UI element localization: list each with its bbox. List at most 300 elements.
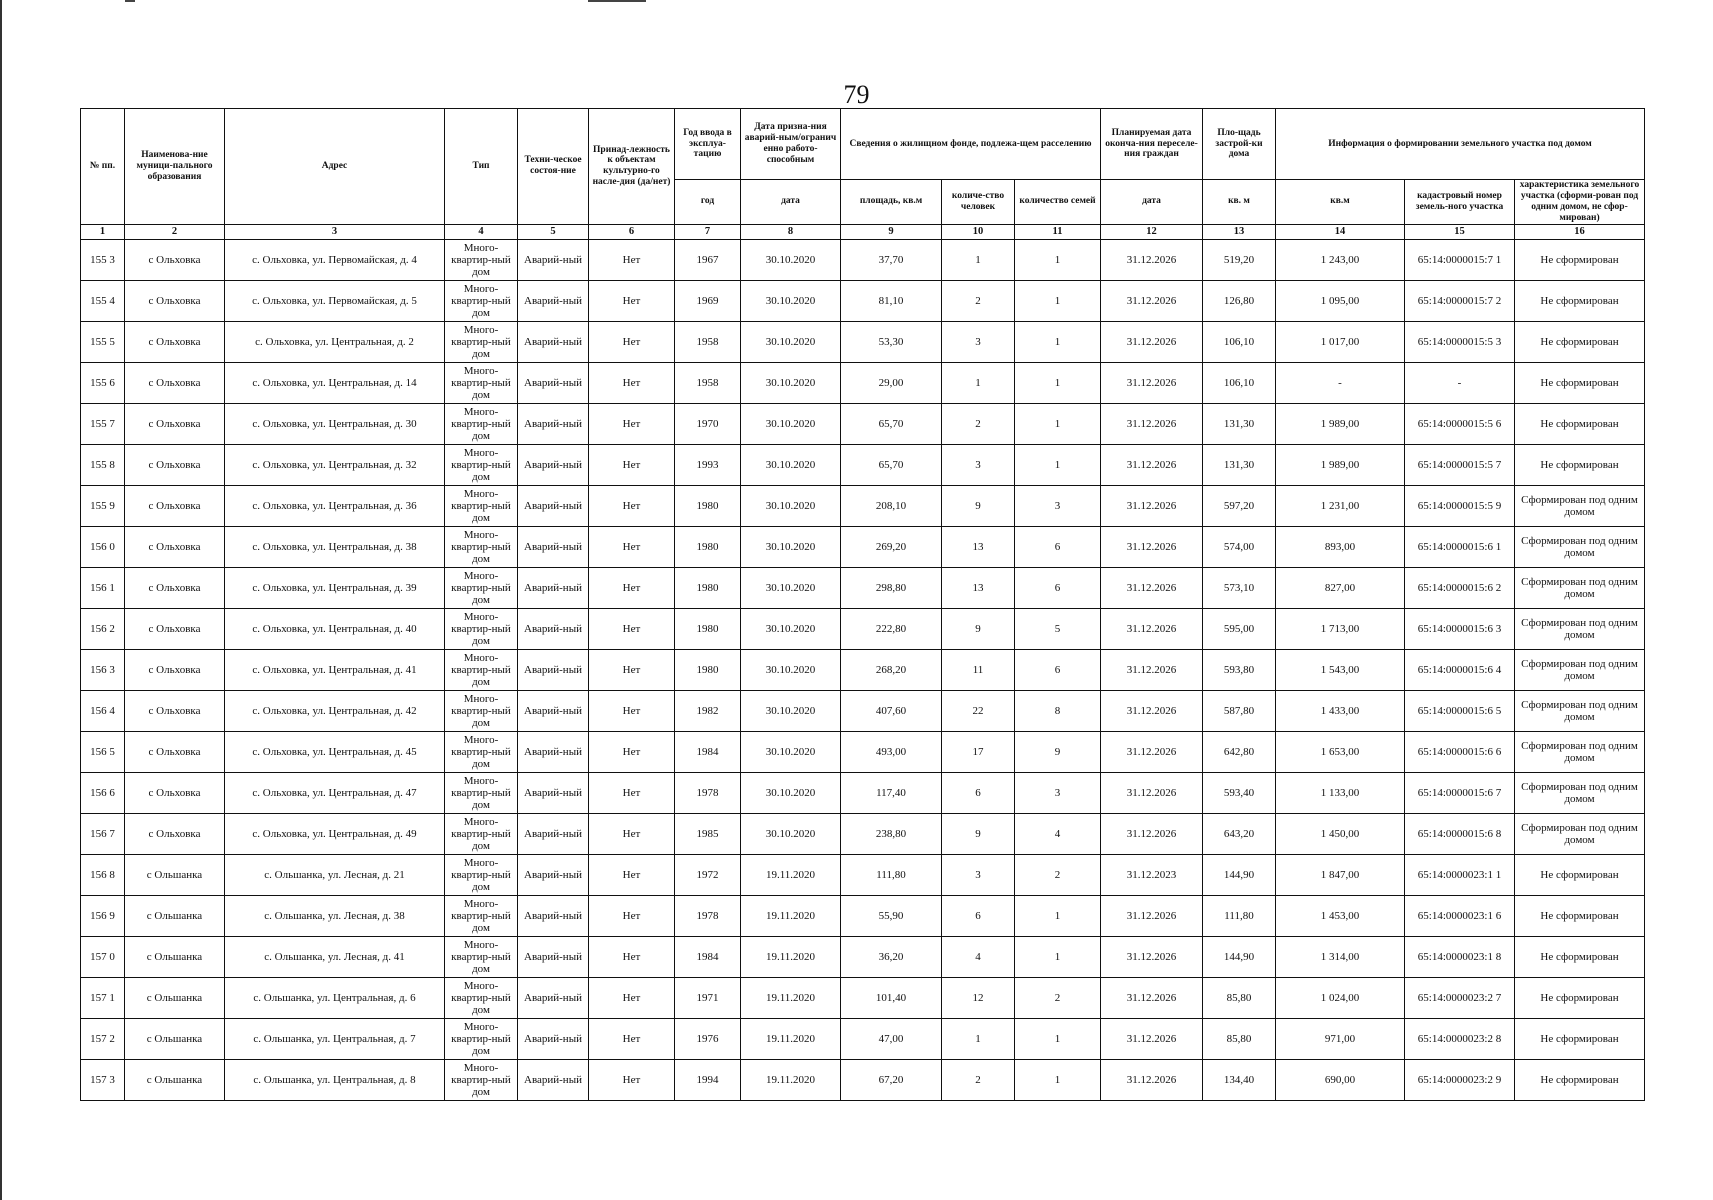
- planned-date-cell: 31.12.2026: [1101, 403, 1203, 444]
- address-cell: с. Ольховка, ул. Первомайская, д. 5: [225, 280, 445, 321]
- commission-year-cell: 1972: [675, 854, 741, 895]
- cadastral-number-cell: 65:14:0000015:6 7: [1405, 772, 1515, 813]
- municipality-cell: с Ольховка: [125, 772, 225, 813]
- house-type-cell: Много-квартир-ный дом: [445, 854, 518, 895]
- table-row: [81, 362, 1645, 403]
- house-type-cell: Много-квартир-ный дом: [445, 485, 518, 526]
- header-sub-land-area: кв.м: [1276, 180, 1405, 225]
- cadastral-number-cell: 65:14:0000023:2 7: [1405, 977, 1515, 1018]
- address-cell: с. Ольховка, ул. Центральная, д. 32: [225, 444, 445, 485]
- family-count-cell: 1: [1015, 239, 1101, 280]
- tech-state-cell: Аварий-ный: [518, 1059, 589, 1100]
- cadastral-number-cell: 65:14:0000015:6 4: [1405, 649, 1515, 690]
- municipality-cell: с Ольшанка: [125, 854, 225, 895]
- building-area-cell: 643,20: [1203, 813, 1276, 854]
- land-characteristic-cell: Сформирован под одним домом: [1515, 731, 1645, 772]
- row-number-cell: 157 3: [81, 1059, 125, 1100]
- housing-area-cell: 407,60: [841, 690, 942, 731]
- land-characteristic-cell: Не сформирован: [1515, 403, 1645, 444]
- housing-area-cell: 101,40: [841, 977, 942, 1018]
- emergency-date-cell: 30.10.2020: [741, 731, 841, 772]
- commission-year-cell: 1978: [675, 895, 741, 936]
- emergency-date-cell: 19.11.2020: [741, 854, 841, 895]
- planned-date-cell: 31.12.2026: [1101, 690, 1203, 731]
- housing-area-cell: 67,20: [841, 1059, 942, 1100]
- family-count-cell: 3: [1015, 772, 1101, 813]
- header-sub-date: дата: [741, 180, 841, 225]
- house-type-cell: Много-квартир-ный дом: [445, 526, 518, 567]
- address-cell: с. Ольховка, ул. Центральная, д. 45: [225, 731, 445, 772]
- address-cell: с. Ольшанка, ул. Лесная, д. 21: [225, 854, 445, 895]
- housing-area-cell: 269,20: [841, 526, 942, 567]
- table-row: [81, 526, 1645, 567]
- land-characteristic-cell: Сформирован под одним домом: [1515, 690, 1645, 731]
- building-area-cell: 111,80: [1203, 895, 1276, 936]
- commission-year-cell: 1978: [675, 772, 741, 813]
- heritage-cell: Нет: [589, 731, 675, 772]
- land-area-cell: 1 989,00: [1276, 444, 1405, 485]
- emergency-date-cell: 19.11.2020: [741, 1059, 841, 1100]
- cadastral-number-cell: -: [1405, 362, 1515, 403]
- header-sub-families: количество семей: [1015, 180, 1101, 225]
- column-number: 7: [675, 224, 741, 239]
- emergency-date-cell: 30.10.2020: [741, 239, 841, 280]
- housing-area-cell: 117,40: [841, 772, 942, 813]
- address-cell: с. Ольховка, ул. Центральная, д. 41: [225, 649, 445, 690]
- tech-state-cell: Аварий-ный: [518, 936, 589, 977]
- heritage-cell: Нет: [589, 444, 675, 485]
- address-cell: с. Ольховка, ул. Центральная, д. 2: [225, 321, 445, 362]
- row-number-cell: 155 4: [81, 280, 125, 321]
- emergency-date-cell: 30.10.2020: [741, 772, 841, 813]
- table-row: [81, 854, 1645, 895]
- table-body: [81, 239, 1645, 1100]
- row-number-cell: 156 8: [81, 854, 125, 895]
- header-plan-group: Планируемая дата оконча-ния переселе-ния граждан: [1101, 109, 1203, 180]
- commission-year-cell: 1980: [675, 608, 741, 649]
- commission-year-cell: 1969: [675, 280, 741, 321]
- emergency-date-cell: 19.11.2020: [741, 895, 841, 936]
- tech-state-cell: Аварий-ный: [518, 280, 589, 321]
- family-count-cell: 1: [1015, 1059, 1101, 1100]
- land-area-cell: 690,00: [1276, 1059, 1405, 1100]
- commission-year-cell: 1980: [675, 567, 741, 608]
- row-number-cell: 157 0: [81, 936, 125, 977]
- house-type-cell: Много-квартир-ный дом: [445, 1018, 518, 1059]
- building-area-cell: 642,80: [1203, 731, 1276, 772]
- people-count-cell: 2: [942, 403, 1015, 444]
- commission-year-cell: 1958: [675, 362, 741, 403]
- heritage-cell: Нет: [589, 772, 675, 813]
- planned-date-cell: 31.12.2026: [1101, 280, 1203, 321]
- header-sub-build-area: кв. м: [1203, 180, 1276, 225]
- emergency-date-cell: 19.11.2020: [741, 936, 841, 977]
- column-number: 10: [942, 224, 1015, 239]
- table-row: [81, 444, 1645, 485]
- family-count-cell: 1: [1015, 362, 1101, 403]
- land-area-cell: 1 433,00: [1276, 690, 1405, 731]
- house-type-cell: Много-квартир-ный дом: [445, 1059, 518, 1100]
- building-area-cell: 106,10: [1203, 362, 1276, 403]
- people-count-cell: 6: [942, 895, 1015, 936]
- housing-area-cell: 238,80: [841, 813, 942, 854]
- land-characteristic-cell: Сформирован под одним домом: [1515, 813, 1645, 854]
- planned-date-cell: 31.12.2026: [1101, 608, 1203, 649]
- land-characteristic-cell: Не сформирован: [1515, 1059, 1645, 1100]
- table-row: [81, 813, 1645, 854]
- planned-date-cell: 31.12.2026: [1101, 895, 1203, 936]
- commission-year-cell: 1976: [675, 1018, 741, 1059]
- family-count-cell: 1: [1015, 403, 1101, 444]
- housing-area-cell: 47,00: [841, 1018, 942, 1059]
- land-characteristic-cell: Не сформирован: [1515, 1018, 1645, 1059]
- row-number-cell: 155 8: [81, 444, 125, 485]
- planned-date-cell: 31.12.2023: [1101, 854, 1203, 895]
- housing-area-cell: 222,80: [841, 608, 942, 649]
- building-area-cell: 519,20: [1203, 239, 1276, 280]
- column-number: 16: [1515, 224, 1645, 239]
- family-count-cell: 5: [1015, 608, 1101, 649]
- family-count-cell: 4: [1015, 813, 1101, 854]
- people-count-cell: 1: [942, 239, 1015, 280]
- land-area-cell: 1 453,00: [1276, 895, 1405, 936]
- cadastral-number-cell: 65:14:0000015:6 3: [1405, 608, 1515, 649]
- emergency-date-cell: 30.10.2020: [741, 362, 841, 403]
- row-number-cell: 156 5: [81, 731, 125, 772]
- heritage-cell: Нет: [589, 690, 675, 731]
- column-number: 11: [1015, 224, 1101, 239]
- land-area-cell: -: [1276, 362, 1405, 403]
- row-number-cell: 155 3: [81, 239, 125, 280]
- heritage-cell: Нет: [589, 1018, 675, 1059]
- planned-date-cell: 31.12.2026: [1101, 731, 1203, 772]
- municipality-cell: с Ольховка: [125, 813, 225, 854]
- address-cell: с. Ольшанка, ул. Центральная, д. 6: [225, 977, 445, 1018]
- building-area-cell: 131,30: [1203, 403, 1276, 444]
- people-count-cell: 12: [942, 977, 1015, 1018]
- address-cell: с. Ольховка, ул. Центральная, д. 40: [225, 608, 445, 649]
- house-type-cell: Много-квартир-ный дом: [445, 895, 518, 936]
- cadastral-number-cell: 65:14:0000023:2 8: [1405, 1018, 1515, 1059]
- planned-date-cell: 31.12.2026: [1101, 649, 1203, 690]
- heritage-cell: Нет: [589, 485, 675, 526]
- land-area-cell: 893,00: [1276, 526, 1405, 567]
- people-count-cell: 9: [942, 485, 1015, 526]
- municipality-cell: с Ольховка: [125, 731, 225, 772]
- housing-area-cell: 111,80: [841, 854, 942, 895]
- scan-mark: [125, 0, 135, 2]
- planned-date-cell: 31.12.2026: [1101, 813, 1203, 854]
- tech-state-cell: Аварий-ный: [518, 731, 589, 772]
- tech-state-cell: Аварий-ный: [518, 321, 589, 362]
- table-row: [81, 772, 1645, 813]
- commission-year-cell: 1993: [675, 444, 741, 485]
- column-number: 5: [518, 224, 589, 239]
- heritage-cell: Нет: [589, 239, 675, 280]
- municipality-cell: с Ольховка: [125, 280, 225, 321]
- emergency-date-cell: 19.11.2020: [741, 1018, 841, 1059]
- address-cell: с. Ольшанка, ул. Лесная, д. 41: [225, 936, 445, 977]
- family-count-cell: 2: [1015, 854, 1101, 895]
- row-number-cell: 156 6: [81, 772, 125, 813]
- emergency-housing-table: [80, 108, 1645, 1101]
- people-count-cell: 2: [942, 280, 1015, 321]
- people-count-cell: 1: [942, 1018, 1015, 1059]
- housing-area-cell: 298,80: [841, 567, 942, 608]
- people-count-cell: 4: [942, 936, 1015, 977]
- commission-year-cell: 1985: [675, 813, 741, 854]
- planned-date-cell: 31.12.2026: [1101, 567, 1203, 608]
- header-row-1: [81, 109, 1645, 180]
- address-cell: с. Ольховка, ул. Центральная, д. 30: [225, 403, 445, 444]
- commission-year-cell: 1984: [675, 936, 741, 977]
- people-count-cell: 3: [942, 854, 1015, 895]
- municipality-cell: с Ольшанка: [125, 1018, 225, 1059]
- building-area-cell: 587,80: [1203, 690, 1276, 731]
- building-area-cell: 144,90: [1203, 936, 1276, 977]
- header-housing-group: Сведения о жилищном фонде, подлежа-щем расселению: [841, 109, 1101, 180]
- planned-date-cell: 31.12.2026: [1101, 239, 1203, 280]
- people-count-cell: 3: [942, 444, 1015, 485]
- land-area-cell: 1 653,00: [1276, 731, 1405, 772]
- tech-state-cell: Аварий-ный: [518, 403, 589, 444]
- housing-area-cell: 55,90: [841, 895, 942, 936]
- land-area-cell: 1 231,00: [1276, 485, 1405, 526]
- people-count-cell: 6: [942, 772, 1015, 813]
- row-number-cell: 155 7: [81, 403, 125, 444]
- address-cell: с. Ольховка, ул. Центральная, д. 36: [225, 485, 445, 526]
- building-area-cell: 85,80: [1203, 977, 1276, 1018]
- row-number-cell: 156 2: [81, 608, 125, 649]
- header-tech-state: Техни-ческое состоя-ние: [518, 109, 589, 225]
- housing-area-cell: 53,30: [841, 321, 942, 362]
- building-area-cell: 134,40: [1203, 1059, 1276, 1100]
- building-area-cell: 573,10: [1203, 567, 1276, 608]
- house-type-cell: Много-квартир-ный дом: [445, 690, 518, 731]
- municipality-cell: с Ольховка: [125, 649, 225, 690]
- address-cell: с. Ольховка, ул. Центральная, д. 47: [225, 772, 445, 813]
- land-area-cell: 971,00: [1276, 1018, 1405, 1059]
- land-area-cell: 1 024,00: [1276, 977, 1405, 1018]
- row-number-cell: 156 7: [81, 813, 125, 854]
- land-characteristic-cell: Не сформирован: [1515, 444, 1645, 485]
- land-area-cell: 827,00: [1276, 567, 1405, 608]
- address-cell: с. Ольшанка, ул. Центральная, д. 7: [225, 1018, 445, 1059]
- land-characteristic-cell: Не сформирован: [1515, 239, 1645, 280]
- heritage-cell: Нет: [589, 526, 675, 567]
- land-characteristic-cell: Сформирован под одним домом: [1515, 649, 1645, 690]
- heritage-cell: Нет: [589, 608, 675, 649]
- house-type-cell: Много-квартир-ный дом: [445, 649, 518, 690]
- planned-date-cell: 31.12.2026: [1101, 444, 1203, 485]
- cadastral-number-cell: 65:14:0000015:6 5: [1405, 690, 1515, 731]
- people-count-cell: 2: [942, 1059, 1015, 1100]
- emergency-date-cell: 30.10.2020: [741, 403, 841, 444]
- header-year-group: Год ввода в эксплуа-тацию: [675, 109, 741, 180]
- header-address: Адрес: [225, 109, 445, 225]
- building-area-cell: 131,30: [1203, 444, 1276, 485]
- scan-mark: [588, 0, 646, 2]
- planned-date-cell: 31.12.2026: [1101, 485, 1203, 526]
- family-count-cell: 6: [1015, 567, 1101, 608]
- land-area-cell: 1 095,00: [1276, 280, 1405, 321]
- header-municipality: Наименова-ние муници-пального образования: [125, 109, 225, 225]
- cadastral-number-cell: 65:14:0000015:7 1: [1405, 239, 1515, 280]
- heritage-cell: Нет: [589, 567, 675, 608]
- commission-year-cell: 1971: [675, 977, 741, 1018]
- heritage-cell: Нет: [589, 403, 675, 444]
- housing-area-cell: 37,70: [841, 239, 942, 280]
- table-row: [81, 977, 1645, 1018]
- header-cadastral: кадастровый номер земель-ного участка: [1405, 180, 1515, 225]
- commission-year-cell: 1967: [675, 239, 741, 280]
- municipality-cell: с Ольховка: [125, 321, 225, 362]
- people-count-cell: 22: [942, 690, 1015, 731]
- row-number-cell: 156 4: [81, 690, 125, 731]
- land-area-cell: 1 133,00: [1276, 772, 1405, 813]
- column-number: 8: [741, 224, 841, 239]
- building-area-cell: 597,20: [1203, 485, 1276, 526]
- commission-year-cell: 1980: [675, 526, 741, 567]
- family-count-cell: 8: [1015, 690, 1101, 731]
- tech-state-cell: Аварий-ный: [518, 526, 589, 567]
- land-characteristic-cell: Не сформирован: [1515, 362, 1645, 403]
- commission-year-cell: 1980: [675, 485, 741, 526]
- column-number: 2: [125, 224, 225, 239]
- heritage-cell: Нет: [589, 854, 675, 895]
- table-row: [81, 485, 1645, 526]
- heritage-cell: Нет: [589, 1059, 675, 1100]
- table-row: [81, 731, 1645, 772]
- family-count-cell: 1: [1015, 1018, 1101, 1059]
- address-cell: с. Ольховка, ул. Центральная, д. 38: [225, 526, 445, 567]
- family-count-cell: 1: [1015, 321, 1101, 362]
- emergency-date-cell: 30.10.2020: [741, 813, 841, 854]
- address-cell: с. Ольховка, ул. Центральная, д. 49: [225, 813, 445, 854]
- family-count-cell: 2: [1015, 977, 1101, 1018]
- municipality-cell: с Ольховка: [125, 690, 225, 731]
- emergency-date-cell: 30.10.2020: [741, 321, 841, 362]
- tech-state-cell: Аварий-ный: [518, 239, 589, 280]
- table-row: [81, 567, 1645, 608]
- people-count-cell: 11: [942, 649, 1015, 690]
- emergency-date-cell: 30.10.2020: [741, 280, 841, 321]
- house-type-cell: Много-квартир-ный дом: [445, 444, 518, 485]
- municipality-cell: с Ольховка: [125, 526, 225, 567]
- family-count-cell: 1: [1015, 280, 1101, 321]
- emergency-date-cell: 30.10.2020: [741, 608, 841, 649]
- land-area-cell: 1 017,00: [1276, 321, 1405, 362]
- house-type-cell: Много-квартир-ный дом: [445, 321, 518, 362]
- people-count-cell: 9: [942, 608, 1015, 649]
- commission-year-cell: 1994: [675, 1059, 741, 1100]
- address-cell: с. Ольховка, ул. Центральная, д. 39: [225, 567, 445, 608]
- family-count-cell: 1: [1015, 895, 1101, 936]
- family-count-cell: 6: [1015, 526, 1101, 567]
- housing-area-cell: 65,70: [841, 403, 942, 444]
- people-count-cell: 17: [942, 731, 1015, 772]
- heritage-cell: Нет: [589, 813, 675, 854]
- land-area-cell: 1 847,00: [1276, 854, 1405, 895]
- cadastral-number-cell: 65:14:0000023:1 6: [1405, 895, 1515, 936]
- row-number-cell: 155 5: [81, 321, 125, 362]
- planned-date-cell: 31.12.2026: [1101, 1018, 1203, 1059]
- municipality-cell: с Ольховка: [125, 608, 225, 649]
- address-cell: с. Ольшанка, ул. Центральная, д. 8: [225, 1059, 445, 1100]
- people-count-cell: 3: [942, 321, 1015, 362]
- people-count-cell: 13: [942, 526, 1015, 567]
- column-number: 6: [589, 224, 675, 239]
- municipality-cell: с Ольшанка: [125, 1059, 225, 1100]
- building-area-cell: 593,80: [1203, 649, 1276, 690]
- table-row: [81, 649, 1645, 690]
- row-number-cell: 156 0: [81, 526, 125, 567]
- emergency-date-cell: 30.10.2020: [741, 690, 841, 731]
- column-number: 4: [445, 224, 518, 239]
- header-num: № пп.: [81, 109, 125, 225]
- land-area-cell: 1 314,00: [1276, 936, 1405, 977]
- house-type-cell: Много-квартир-ный дом: [445, 567, 518, 608]
- planned-date-cell: 31.12.2026: [1101, 526, 1203, 567]
- land-characteristic-cell: Не сформирован: [1515, 895, 1645, 936]
- cadastral-number-cell: 65:14:0000015:5 7: [1405, 444, 1515, 485]
- tech-state-cell: Аварий-ный: [518, 649, 589, 690]
- house-type-cell: Много-квартир-ный дом: [445, 239, 518, 280]
- emergency-date-cell: 19.11.2020: [741, 977, 841, 1018]
- tech-state-cell: Аварий-ный: [518, 1018, 589, 1059]
- heritage-cell: Нет: [589, 649, 675, 690]
- land-area-cell: 1 713,00: [1276, 608, 1405, 649]
- land-area-cell: 1 450,00: [1276, 813, 1405, 854]
- planned-date-cell: 31.12.2026: [1101, 936, 1203, 977]
- municipality-cell: с Ольховка: [125, 362, 225, 403]
- housing-area-cell: 268,20: [841, 649, 942, 690]
- column-number: 15: [1405, 224, 1515, 239]
- table-row: [81, 895, 1645, 936]
- table-row: [81, 936, 1645, 977]
- house-type-cell: Много-квартир-ный дом: [445, 813, 518, 854]
- family-count-cell: 1: [1015, 444, 1101, 485]
- housing-area-cell: 81,10: [841, 280, 942, 321]
- emergency-date-cell: 30.10.2020: [741, 485, 841, 526]
- column-number: 1: [81, 224, 125, 239]
- cadastral-number-cell: 65:14:0000015:6 2: [1405, 567, 1515, 608]
- land-characteristic-cell: Сформирован под одним домом: [1515, 526, 1645, 567]
- address-cell: с. Ольховка, ул. Центральная, д. 14: [225, 362, 445, 403]
- cadastral-number-cell: 65:14:0000015:6 6: [1405, 731, 1515, 772]
- cadastral-number-cell: 65:14:0000015:6 1: [1405, 526, 1515, 567]
- row-number-cell: 155 6: [81, 362, 125, 403]
- cadastral-number-cell: 65:14:0000023:2 9: [1405, 1059, 1515, 1100]
- scan-left-edge: [0, 0, 2, 1200]
- page-number: 79: [843, 80, 870, 109]
- land-area-cell: 1 243,00: [1276, 239, 1405, 280]
- municipality-cell: с Ольховка: [125, 239, 225, 280]
- land-area-cell: 1 543,00: [1276, 649, 1405, 690]
- commission-year-cell: 1982: [675, 690, 741, 731]
- land-characteristic-cell: Не сформирован: [1515, 977, 1645, 1018]
- commission-year-cell: 1980: [675, 649, 741, 690]
- column-number-row: [81, 224, 1645, 239]
- tech-state-cell: Аварий-ный: [518, 977, 589, 1018]
- header-sub-year: год: [675, 180, 741, 225]
- commission-year-cell: 1970: [675, 403, 741, 444]
- land-characteristic-cell: Сформирован под одним домом: [1515, 608, 1645, 649]
- people-count-cell: 1: [942, 362, 1015, 403]
- column-number: 12: [1101, 224, 1203, 239]
- house-type-cell: Много-квартир-ный дом: [445, 608, 518, 649]
- row-number-cell: 157 2: [81, 1018, 125, 1059]
